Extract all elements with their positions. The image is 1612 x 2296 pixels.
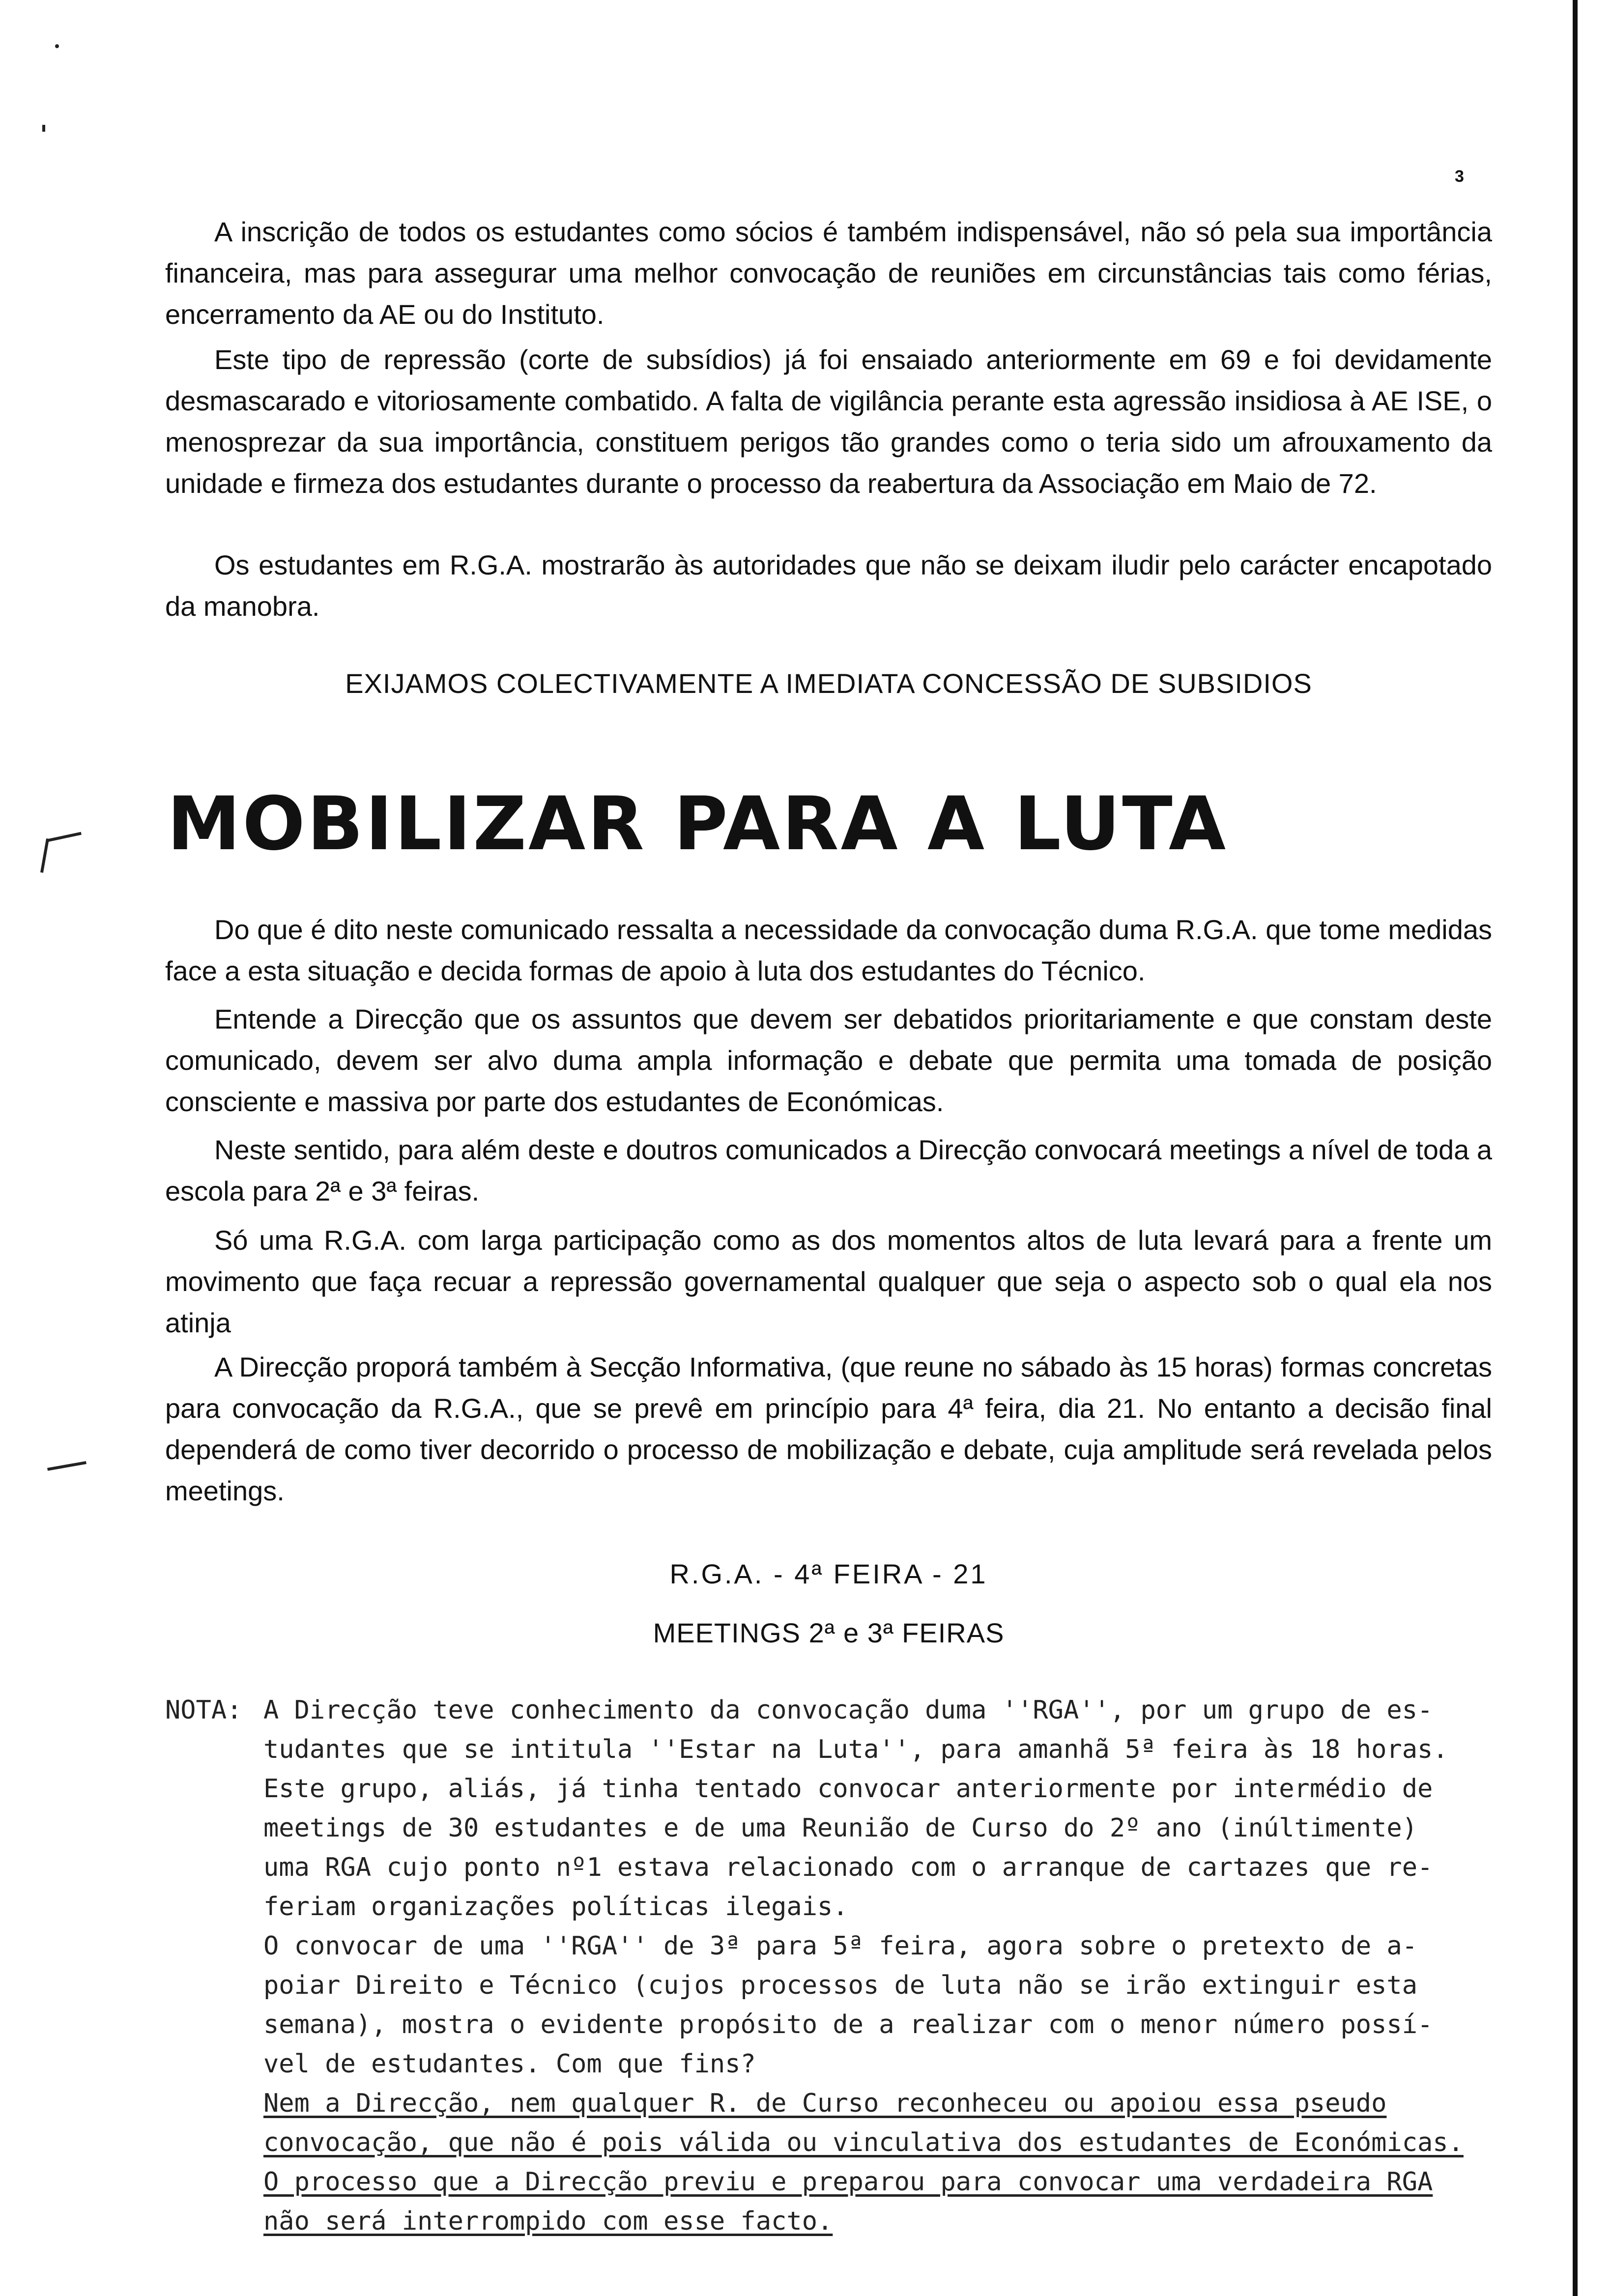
nota-text (263, 1691, 1531, 2241)
nota-underlined-line: Nem a Direcção, nem qualquer R. de Curso reconheceu ou apoiou essa pseudo (263, 2089, 1387, 2118)
nota-line: uma RGA cujo ponto nº1 estava relacionado com o arranque de cartazes que re- (263, 1853, 1433, 1882)
nota-underlined-line: O processo que a Direcção previu e preparou para convocar uma verdadeira RGA (263, 2167, 1433, 2197)
nota-line: A Direcção teve conhecimento da convocação duma ''RGA'', por um grupo de es- (263, 1695, 1433, 1725)
nota-line: poiar Direito e Técnico (cujos processos de luta não se irão extinguir esta (263, 1971, 1417, 2000)
nota-line: Este grupo, aliás, já tinha tentado convocar anteriormente por intermédio de (263, 1774, 1433, 1804)
paragraph-direccao-assuntos: Entende a Direcção que os assuntos que devem ser debatidos prioritariamente e que constam deste comunicado, devem ser alvo duma ampla informação e debate que permita uma tomada de posição consciente e massiva por parte dos estudantes de Económicas. (165, 1004, 1492, 1117)
paragraph-meetings: Neste sentido, para além deste e doutros comunicados a Direcção convocará meetings a nível de toda a escola para 2ª e 3ª feiras. (165, 1134, 1492, 1206)
paragraph-rga-autoridades: Os estudantes em R.G.A. mostrarão às autoridades que não se deixam iludir pelo carácter encapotado da manobra. (165, 549, 1492, 622)
meetings-announcement: MEETINGS 2ª e 3ª FEIRAS (653, 1617, 1005, 1648)
nota-line: O convocar de uma ''RGA'' de 3ª para 5ª feira, agora sobre o pretexto de a- (263, 1931, 1417, 1961)
scan-speck (42, 125, 45, 132)
nota-label: NOTA: (165, 1695, 242, 1725)
slogan-line: EXIJAMOS COLECTIVAMENTE A IMEDIATA CONCESSÃO DE SUBSIDIOS (345, 668, 1312, 699)
margin-mark (47, 832, 82, 842)
nota-underlined-line: não será interrompido com esse facto. (263, 2207, 833, 2236)
scan-speck (55, 44, 59, 48)
nota-line: meetings de 30 estudantes e de uma Reunião de Curso do 2º ano (inúltimente) (263, 1813, 1417, 1843)
page-edge-rule (1573, 0, 1578, 2296)
margin-mark (40, 838, 49, 873)
nota-line: tudantes que se intitula ''Estar na Luta'', para amanhã 5ª feira às 18 horas. (263, 1735, 1448, 1764)
margin-mark (47, 1461, 86, 1471)
nota-line: semana), mostra o evidente propósito de a realizar com o menor número possí- (263, 2010, 1433, 2039)
nota-line: feriam organizações políticas ilegais. (263, 1892, 848, 1922)
paragraph-rga-participacao: Só uma R.G.A. com larga participação como as dos momentos altos de luta levará para a frente um movimento que faça recuar a repressão governamental qualquer que seja o aspecto sob o qual ela nos atinja (165, 1225, 1492, 1338)
paragraph-repressao: Este tipo de repressão (corte de subsídios) já foi ensaiado anteriormente em 69 e foi devidamente desmascarado e vitoriosamente combatido. A falta de vigilância perante esta agressão insidiosa à AE ISE, o menosprezar da sua importância, constituem perigos tão grandes como o teria sido um afrouxamento da unidade e firmeza dos estudantes durante o processo da reabertura da Associação em Maio de 72. (165, 344, 1492, 499)
paragraph-comunicado: Do que é dito neste comunicado ressalta a necessidade da convocação duma R.G.A. que tome medidas face a esta situação e decida formas de apoio à luta dos estudantes do Técnico. (165, 914, 1492, 986)
paragraph-inscricao: A inscrição de todos os estudantes como sócios é também indispensável, não só pela sua importância financeira, mas para assegurar uma melhor convocação de reuniões em circunstâncias tais como férias, encerramento da AE ou do Instituto. (165, 216, 1492, 330)
rga-announcement: R.G.A. - 4ª FEIRA - 21 (669, 1558, 988, 1589)
nota-line: vel de estudantes. Com que fins? (263, 2049, 756, 2079)
section-headline: MOBILIZAR PARA A LUTA (167, 781, 1228, 867)
paragraph-seccao-informativa: A Direcção proporá também à Secção Informativa, (que reune no sábado às 15 horas) formas concretas para convocação da R.G.A., que se prevê em princípio para 4ª feira, dia 21. No entanto a decisão final dependerá de como tiver decorrido o processo de mobilização e debate, cuja amplitude será revelada pelos meetings. (165, 1351, 1492, 1506)
nota-underlined-line: convocação, que não é pois válida ou vinculativa dos estudantes de Económicas. (263, 2128, 1464, 2157)
page-number: 3 (1455, 167, 1464, 186)
